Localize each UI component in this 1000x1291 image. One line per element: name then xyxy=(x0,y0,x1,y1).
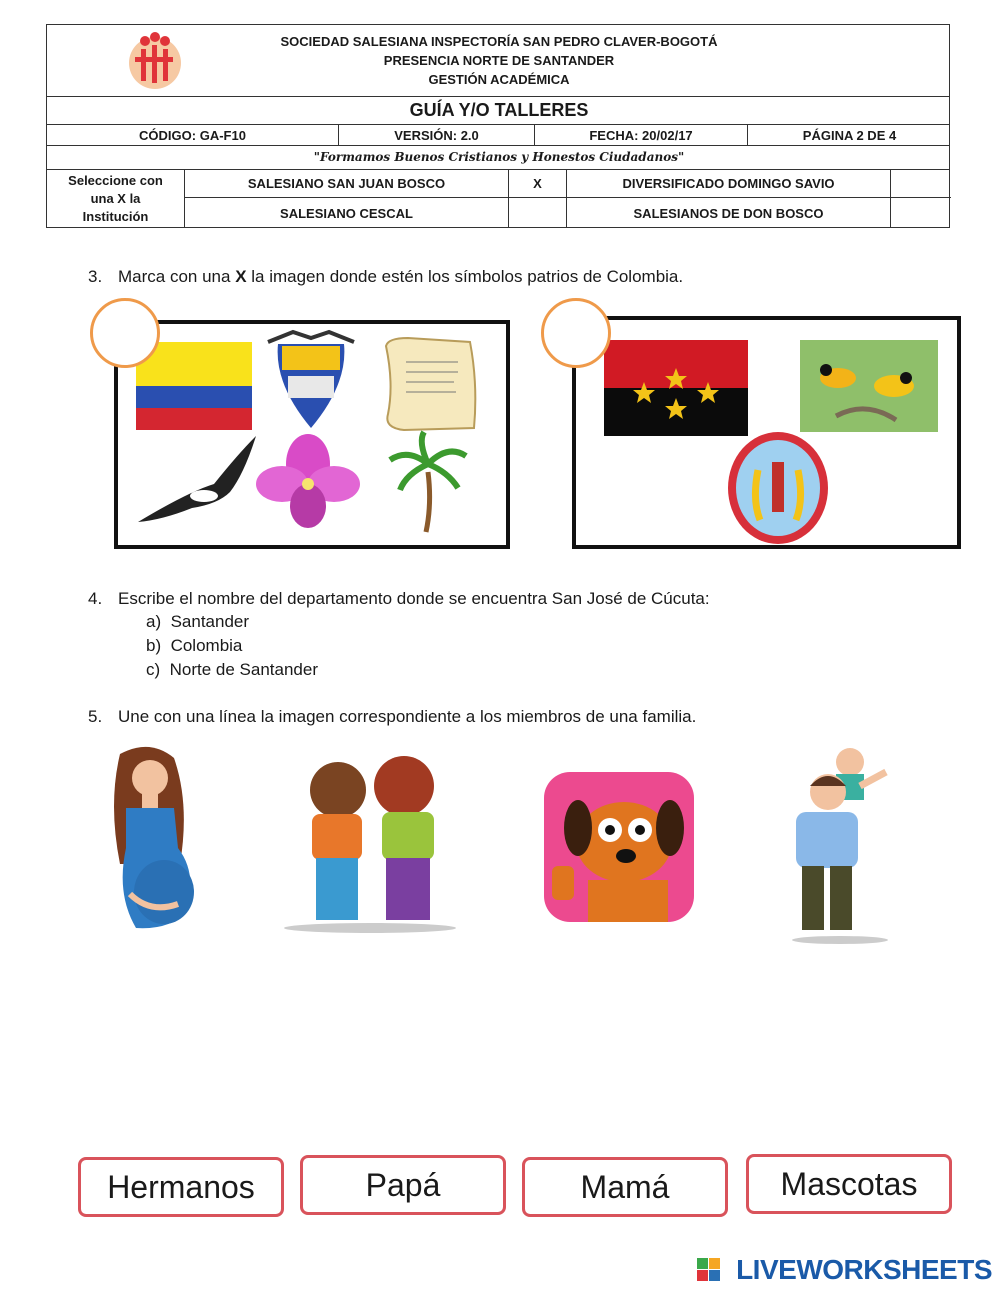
coat-of-arms-icon xyxy=(268,332,354,428)
condor-icon xyxy=(138,436,256,522)
inst-mark-4[interactable] xyxy=(891,198,951,228)
date-cell: FECHA: 20/02/17 xyxy=(535,125,748,145)
pregnant-mother-image xyxy=(90,744,220,932)
inst-diversificado-domingo-savio: DIVERSIFICADO DOMINGO SAVIO xyxy=(567,170,891,197)
inst-mark-1[interactable]: X xyxy=(509,170,567,197)
motto: "Formamos Buenos Cristianos y Honestos Ciudadanos" xyxy=(313,150,685,164)
answer-circle-1[interactable] xyxy=(90,298,160,368)
father-image xyxy=(776,746,896,946)
department-seal-icon xyxy=(728,432,828,544)
q4-option-b[interactable]: b) Colombia xyxy=(146,636,243,655)
page-cell: PÁGINA 2 DE 4 xyxy=(802,127,897,143)
header-org-row xyxy=(47,25,949,97)
pet-dog-image xyxy=(544,772,694,922)
q4-text: Escribe el nombre del departamento donde se encuentra San José de Cúcuta: xyxy=(118,589,710,608)
select-label: Seleccione con una X la Institución xyxy=(68,173,163,224)
answer-box-mama[interactable]: Mamá xyxy=(522,1157,728,1217)
header-table xyxy=(46,24,950,228)
liveworksheets-brand[interactable]: LIVEWORKSHEETS xyxy=(736,1254,992,1285)
select-label-cell xyxy=(47,170,185,228)
inst-mark-2[interactable] xyxy=(891,170,951,197)
version-cell: VERSIÓN: 2.0 xyxy=(339,125,535,145)
colombia-symbols-image xyxy=(114,320,510,549)
q3-number: 3. xyxy=(88,267,103,286)
norte-santander-flag-icon xyxy=(604,340,748,436)
orchid-icon xyxy=(256,434,360,528)
inst-mark-3[interactable] xyxy=(509,198,567,228)
org-line-2: PRESENCIA NORTE DE SANTANDER xyxy=(383,53,615,68)
motto-row xyxy=(47,146,949,170)
answer-box-papa[interactable]: Papá xyxy=(300,1155,506,1215)
q5-number: 5. xyxy=(88,707,103,726)
liveworksheets-logo-icon xyxy=(697,1258,721,1282)
answer-box-hermanos[interactable]: Hermanos xyxy=(78,1157,284,1217)
code-cell: CÓDIGO: GA-F10 xyxy=(47,125,339,145)
answer-circle-2[interactable] xyxy=(541,298,611,368)
wax-palm-icon xyxy=(390,432,466,532)
anthem-scroll-icon xyxy=(386,338,475,430)
title-row xyxy=(47,97,949,125)
norte-santander-symbols-image xyxy=(572,316,961,549)
meta-row xyxy=(47,125,949,146)
q4-option-c[interactable]: c) Norte de Santander xyxy=(146,660,319,679)
siblings-image xyxy=(282,750,460,934)
inst-row-1 xyxy=(185,170,951,198)
q5-text: Une con una línea la imagen correspondiente a los miembros de una familia. xyxy=(118,707,697,726)
inst-salesianos-de-don-bosco: SALESIANOS DE DON BOSCO xyxy=(567,198,891,228)
q4-number: 4. xyxy=(88,589,103,608)
inst-row-2 xyxy=(185,198,951,228)
org-line-3: GESTIÓN ACADÉMICA xyxy=(428,72,570,87)
inst-salesiano-san-juan-bosco: SALESIANO SAN JUAN BOSCO xyxy=(185,170,509,197)
answer-box-mascotas[interactable]: Mascotas xyxy=(746,1154,952,1214)
q3-text: Marca con una X la imagen donde estén los símbolos patrios de Colombia. xyxy=(118,267,684,286)
doc-title: GUÍA Y/O TALLERES xyxy=(409,100,589,120)
inst-salesiano-cescal: SALESIANO CESCAL xyxy=(185,198,509,228)
org-line-1: SOCIEDAD SALESIANA INSPECTORÍA SAN PEDRO CLAVER-BOGOTÁ xyxy=(280,34,718,49)
bird-icon xyxy=(800,340,938,432)
q4-option-a[interactable]: a) Santander xyxy=(146,612,250,631)
colombia-flag-icon xyxy=(136,342,252,430)
